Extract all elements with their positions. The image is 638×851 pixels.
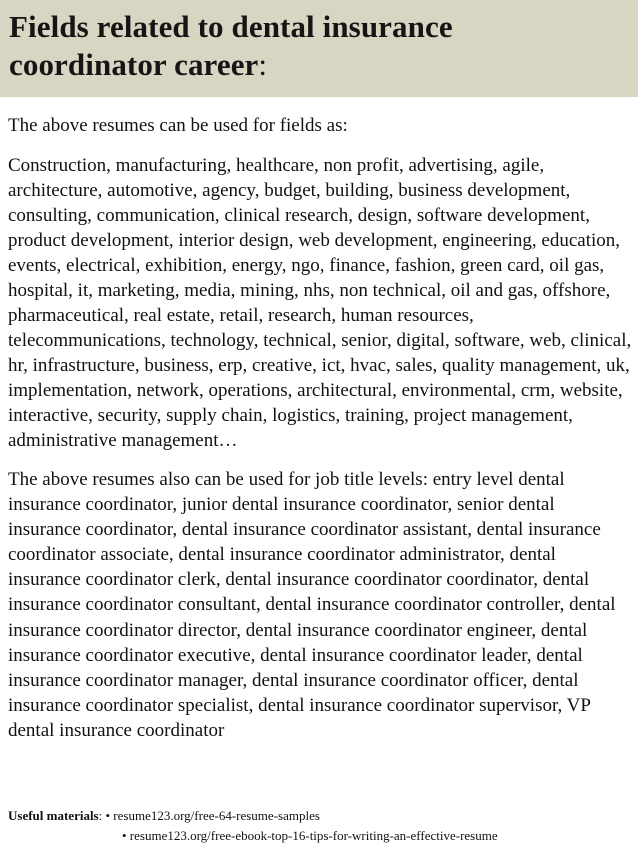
- page-title-line-1: Fields related to dental insurance: [9, 9, 453, 44]
- useful-materials-label: Useful materials: [8, 808, 99, 823]
- ebook-tips-link[interactable]: • resume123.org/free-ebook-top-16-tips-for-writing-an-effective-resume: [122, 828, 498, 843]
- footer-row-2: [8, 826, 630, 846]
- useful-materials-colon: :: [98, 808, 103, 823]
- fields-list: Construction, manufacturing, healthcare, non profit, advertising, agile, architecture, automotive, agency, budget, building, business development, consulting, communication, clinical research, design, software development, product development, interior design, web development, engineering, education, events, electrical, exhibition, energy, ngo, finance, fashion, green card, oil gas, hospital, it, marketing, media, mining, nhs, non technical, oil and gas, offshore, pharmaceutical, real estate, retail, research, human resources, telecommunications, technology, technical, senior, digital, software, web, clinical, hr, infrastructure, business, erp, creative, ict, hvac, sales, quality management, uk, implementation, network, operations, architectural, environmental, crm, website, interactive, security, supply chain, logistics, training, project management, administrative management…: [8, 155, 632, 451]
- job-titles-list: The above resumes also can be used for job title levels: entry level dental insurance coordinator, junior dental insurance coordinator, senior dental insurance coordinator, dental insurance coordinator assistant, dental insurance coordinator associate, dental insurance coordinator administrator, dental insurance coordinator clerk, dental insurance coordinator coordinator, dental insurance coordinator consultant, dental insurance coordinator controller, dental insurance coordinator director, dental insurance coordinator engineer, dental insurance coordinator executive, dental insurance coordinator leader, dental insurance coordinator manager, dental insurance coordinator officer, dental insurance coordinator specialist, dental insurance coordinator supervisor, VP dental insurance coordinator: [8, 469, 616, 741]
- page-title-line-2: coordinator career: [9, 47, 259, 82]
- main-content: [8, 104, 632, 743]
- title-banner: [0, 0, 638, 97]
- resume-samples-link[interactable]: • resume123.org/free-64-resume-samples: [105, 808, 320, 823]
- page-title-colon: :: [258, 47, 268, 82]
- footer-row-1: [8, 806, 630, 826]
- useful-materials-footer: [0, 800, 638, 851]
- intro-text: The above resumes can be used for fields as:: [8, 115, 348, 136]
- page-title: [9, 8, 628, 84]
